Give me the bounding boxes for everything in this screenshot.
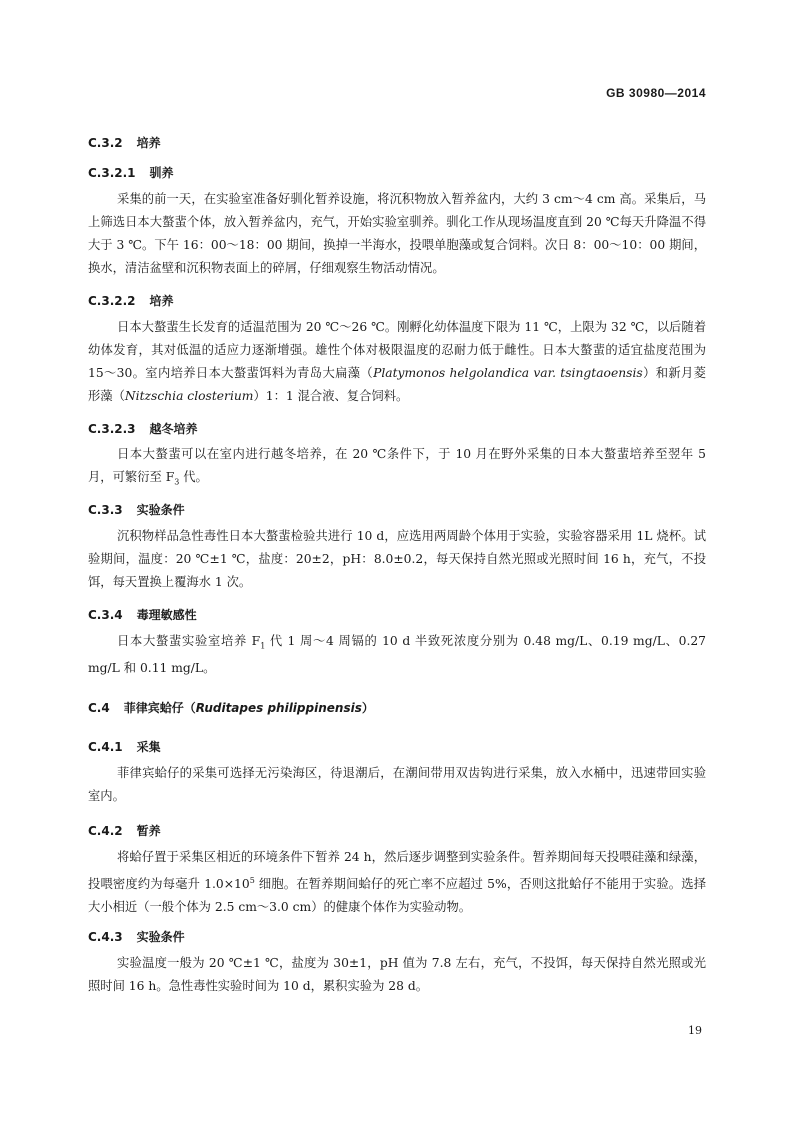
- heading-number: C.3.2: [88, 136, 123, 150]
- heading-c32: [88, 134, 161, 151]
- text-run: 细胞。在暂养期间蛤仔的死亡率不应超过 5%，否则这批蛤仔不能用于实验。选择大小相近（一般个体为 2.5 cm～3.0 cm）的健康个体作为实验动物。: [88, 877, 707, 915]
- text-run: ）1：1 混合液、复合饲料。: [253, 389, 409, 403]
- heading-title: 实验条件: [136, 930, 185, 944]
- paragraph-c34: [88, 630, 706, 680]
- heading-number: C.4.2: [88, 824, 123, 838]
- heading-c41: [88, 738, 161, 755]
- species-name: Nitzschia closterium: [124, 389, 254, 403]
- heading-title: 培养: [149, 294, 174, 308]
- heading-title: 采集: [136, 740, 161, 754]
- page-number: 19: [688, 1024, 702, 1037]
- text-run: 日本大螯蜚实验室培养 F: [117, 634, 261, 648]
- heading-c322: [88, 292, 174, 309]
- heading-number: C.3.3: [88, 503, 123, 517]
- text-run: 日本大螯蜚可以在室内进行越冬培养，在 20 ℃条件下，于 10 月在野外采集的日本大螯蜚培养至翌年 5 月，可繁衍至 F: [88, 447, 706, 484]
- paragraph-c33: 沉积物样品急性毒性日本大螯蜚检验共进行 10 d，应选用两周龄个体用于实验，实验容器采用 1L 烧杯。试验期间，温度：20 ℃±1 ℃，盐度：20±2，pH：8.0±0.2，每天保持自然光照或光照时间 16 h，充气，不投饵，每天置换上覆海水 1 次。: [88, 529, 706, 589]
- heading-number: C.3.4: [88, 608, 123, 622]
- heading-c34: [88, 606, 197, 623]
- heading-number: C.3.2.2: [88, 294, 136, 308]
- heading-c323: [88, 420, 198, 437]
- text-run: 代 1 周～4 周镉的 10 d 半致死浓度分别为 0.48 mg/L、0.19 mg/L、0.27 mg/L 和 0.11 mg/L。: [88, 634, 706, 676]
- paragraph-c42: [88, 846, 706, 919]
- heading-title: 培养: [136, 136, 161, 150]
- heading-number: C.4: [88, 701, 110, 715]
- paragraph-c323: [88, 443, 706, 493]
- species-name: Platymonos helgolandica var. tsingtaoensis: [373, 366, 643, 380]
- paragraph-c43: 实验温度一般为 20 ℃±1 ℃，盐度为 30±1，pH 值为 7.8 左右，充气，不投饵，每天保持自然光照或光照时间 16 h。急性毒性实验时间为 10 d，累积实验为 28 d。: [88, 956, 706, 993]
- heading-c321: [88, 164, 174, 181]
- text-run: 代。: [179, 470, 208, 484]
- paragraph-c41: 菲律宾蛤仔的采集可选择无污染海区，待退潮后，在潮间带用双齿钩进行采集，放入水桶中，迅速带回实验室内。: [88, 766, 706, 803]
- heading-number: C.4.3: [88, 930, 123, 944]
- heading-title: 越冬培养: [149, 422, 198, 436]
- heading-number: C.4.1: [88, 740, 123, 754]
- text-run: 将蛤仔置于采集区相近的环境条件下暂养 24 h，然后逐步调整到实验条件。暂养期间每天投喂硅藻和绿藻，投喂密度约为每毫升 1.0×10: [88, 850, 706, 892]
- text-run: 日本大螯蜚生长发育的适温范围为 20 ℃～26 ℃。刚孵化幼体温度下限为 11 ℃，上限为 32 ℃，以后随着幼体发育，其对低温的适应力逐渐增强。雄性个体对极限温度的忍耐力低于雌性。日本大螯蜚的适宜盐度范围为 15～30。室内培养日本大螯蜚饵料为青岛大扁藻（: [88, 320, 706, 380]
- heading-number: C.3.2.3: [88, 422, 136, 436]
- paragraph-c322: [88, 316, 706, 408]
- subscript: 1: [260, 641, 266, 651]
- heading-title: 毒理敏感性: [136, 608, 197, 622]
- heading-title: 驯养: [149, 166, 174, 180]
- heading-title: 实验条件: [136, 503, 185, 517]
- heading-title: 菲律宾蛤仔（: [123, 701, 196, 715]
- subscript: 3: [174, 477, 180, 487]
- text-run: ）和新月菱形藻（: [88, 366, 706, 403]
- heading-number: C.3.2.1: [88, 166, 136, 180]
- standard-number: GB 30980—2014: [606, 86, 706, 100]
- heading-c42: [88, 822, 161, 839]
- species-name: Ruditapes philippinensis: [195, 701, 362, 715]
- heading-title: 暂养: [136, 824, 161, 838]
- heading-c33: [88, 501, 185, 518]
- superscript: 5: [249, 876, 255, 885]
- heading-title-end: ）: [361, 701, 374, 715]
- paragraph-c321: 采集的前一天，在实验室准备好驯化暂养设施，将沉积物放入暂养盆内，大约 3 cm～4 cm 高。采集后，马上筛选日本大螯蜚个体，放入暂养盆内，充气，开始实验室驯养。驯化工作从现场温度直到 20 ℃每天升降温不得大于 3 ℃。下午 16：00～18：00 期间，换掉一半海水，投喂单胞藻或复合饲料。次日 8：00～10：00 期间，换水，清洁盆壁和沉积物表面上的碎屑，仔细观察生物活动情况。: [88, 192, 706, 275]
- heading-c4: [88, 699, 374, 716]
- heading-c43: [88, 928, 185, 945]
